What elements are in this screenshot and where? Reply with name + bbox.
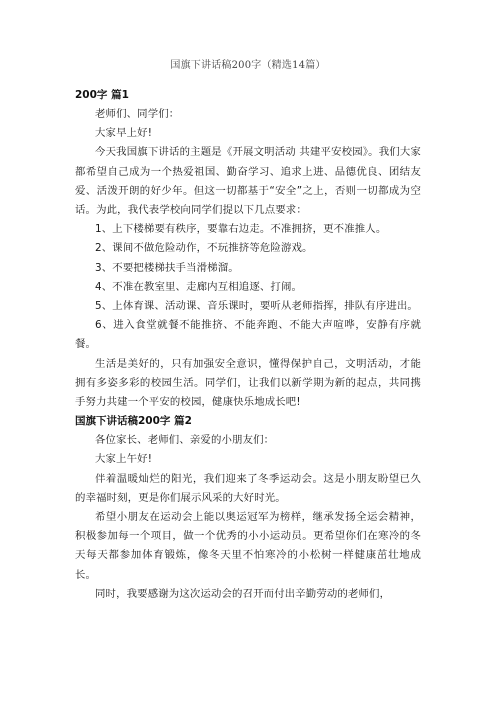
paragraph: 希望小朋友在运动会上能以奥运冠军为榜样，继承发扬全运会精神，积极参加每一个项目，做一个优秀的小小运动员。更希望你们在寒冷的冬天每天都参加体育锻炼，像冬天里不怕寒冷的小松树一样健康茁壮地成长。 [75,511,421,581]
paragraph: 今天我国旗下讲话的主题是《开展文明活动 共建平安校园》。我们大家都希望自己成为一个热爱祖国、勤奋学习、追求上进、品德优良、团结友爱、活泼开朗的好少年。但这一切都基于“安全”之上，否则一切都成为空话。为此，我代表学校向同学们提以下几点要求： [75,146,421,217]
paragraph: 同时，我要感谢为这次运动会的召开而付出辛勤劳动的老师们， [95,587,391,600]
paragraph: 大家上午好! [95,453,153,466]
list-item: 5、上体育课、活动课、音乐课时，要听从老师指挥，排队有序进出。 [95,300,418,313]
list-item: 1、上下楼梯要有秩序，要靠右边走。不准拥挤，更不准推人。 [95,223,387,236]
list-item: 6、进入食堂就餐不能推挤、不能奔跑、不能大声喧哗，安静有序就餐。 [75,319,421,351]
section-heading: 200字 篇1 [75,89,129,101]
paragraph: 生活是美好的，只有加强安全意识，懂得保护自己，文明活动，才能拥有多姿多彩的校园生活。同学们，让我们以新学期为新的起点，共同携手努力共建一个平安的校园，健康快乐地成长吧! [75,357,421,409]
list-item: 2、课间不做危险动作，不玩推挤等危险游戏。 [95,242,313,255]
document-body [75,86,421,604]
document-title: 国旗下讲话稿200字（精选14篇） [170,60,326,71]
paragraph: 老师们、同学们： [95,108,180,120]
list-item: 4、不准在教室里、走廊内互相追逐、打闹。 [95,280,303,293]
list-item: 3、不要把楼梯扶手当滑梯溜。 [95,261,239,274]
paragraph: 大家早上好! [95,127,153,140]
section-2 [75,412,421,604]
section-heading: 国旗下讲话稿200字 篇2 [75,415,192,428]
paragraph: 伴着温暖灿烂的阳光，我们迎来了冬季运动会。这是小朋友盼望已久的幸福时刻，更是你们展示风采的大好时光。 [75,472,421,504]
paragraph: 各位家长、老师们、亲爱的小朋友们： [95,434,275,447]
section-1 [75,86,421,412]
